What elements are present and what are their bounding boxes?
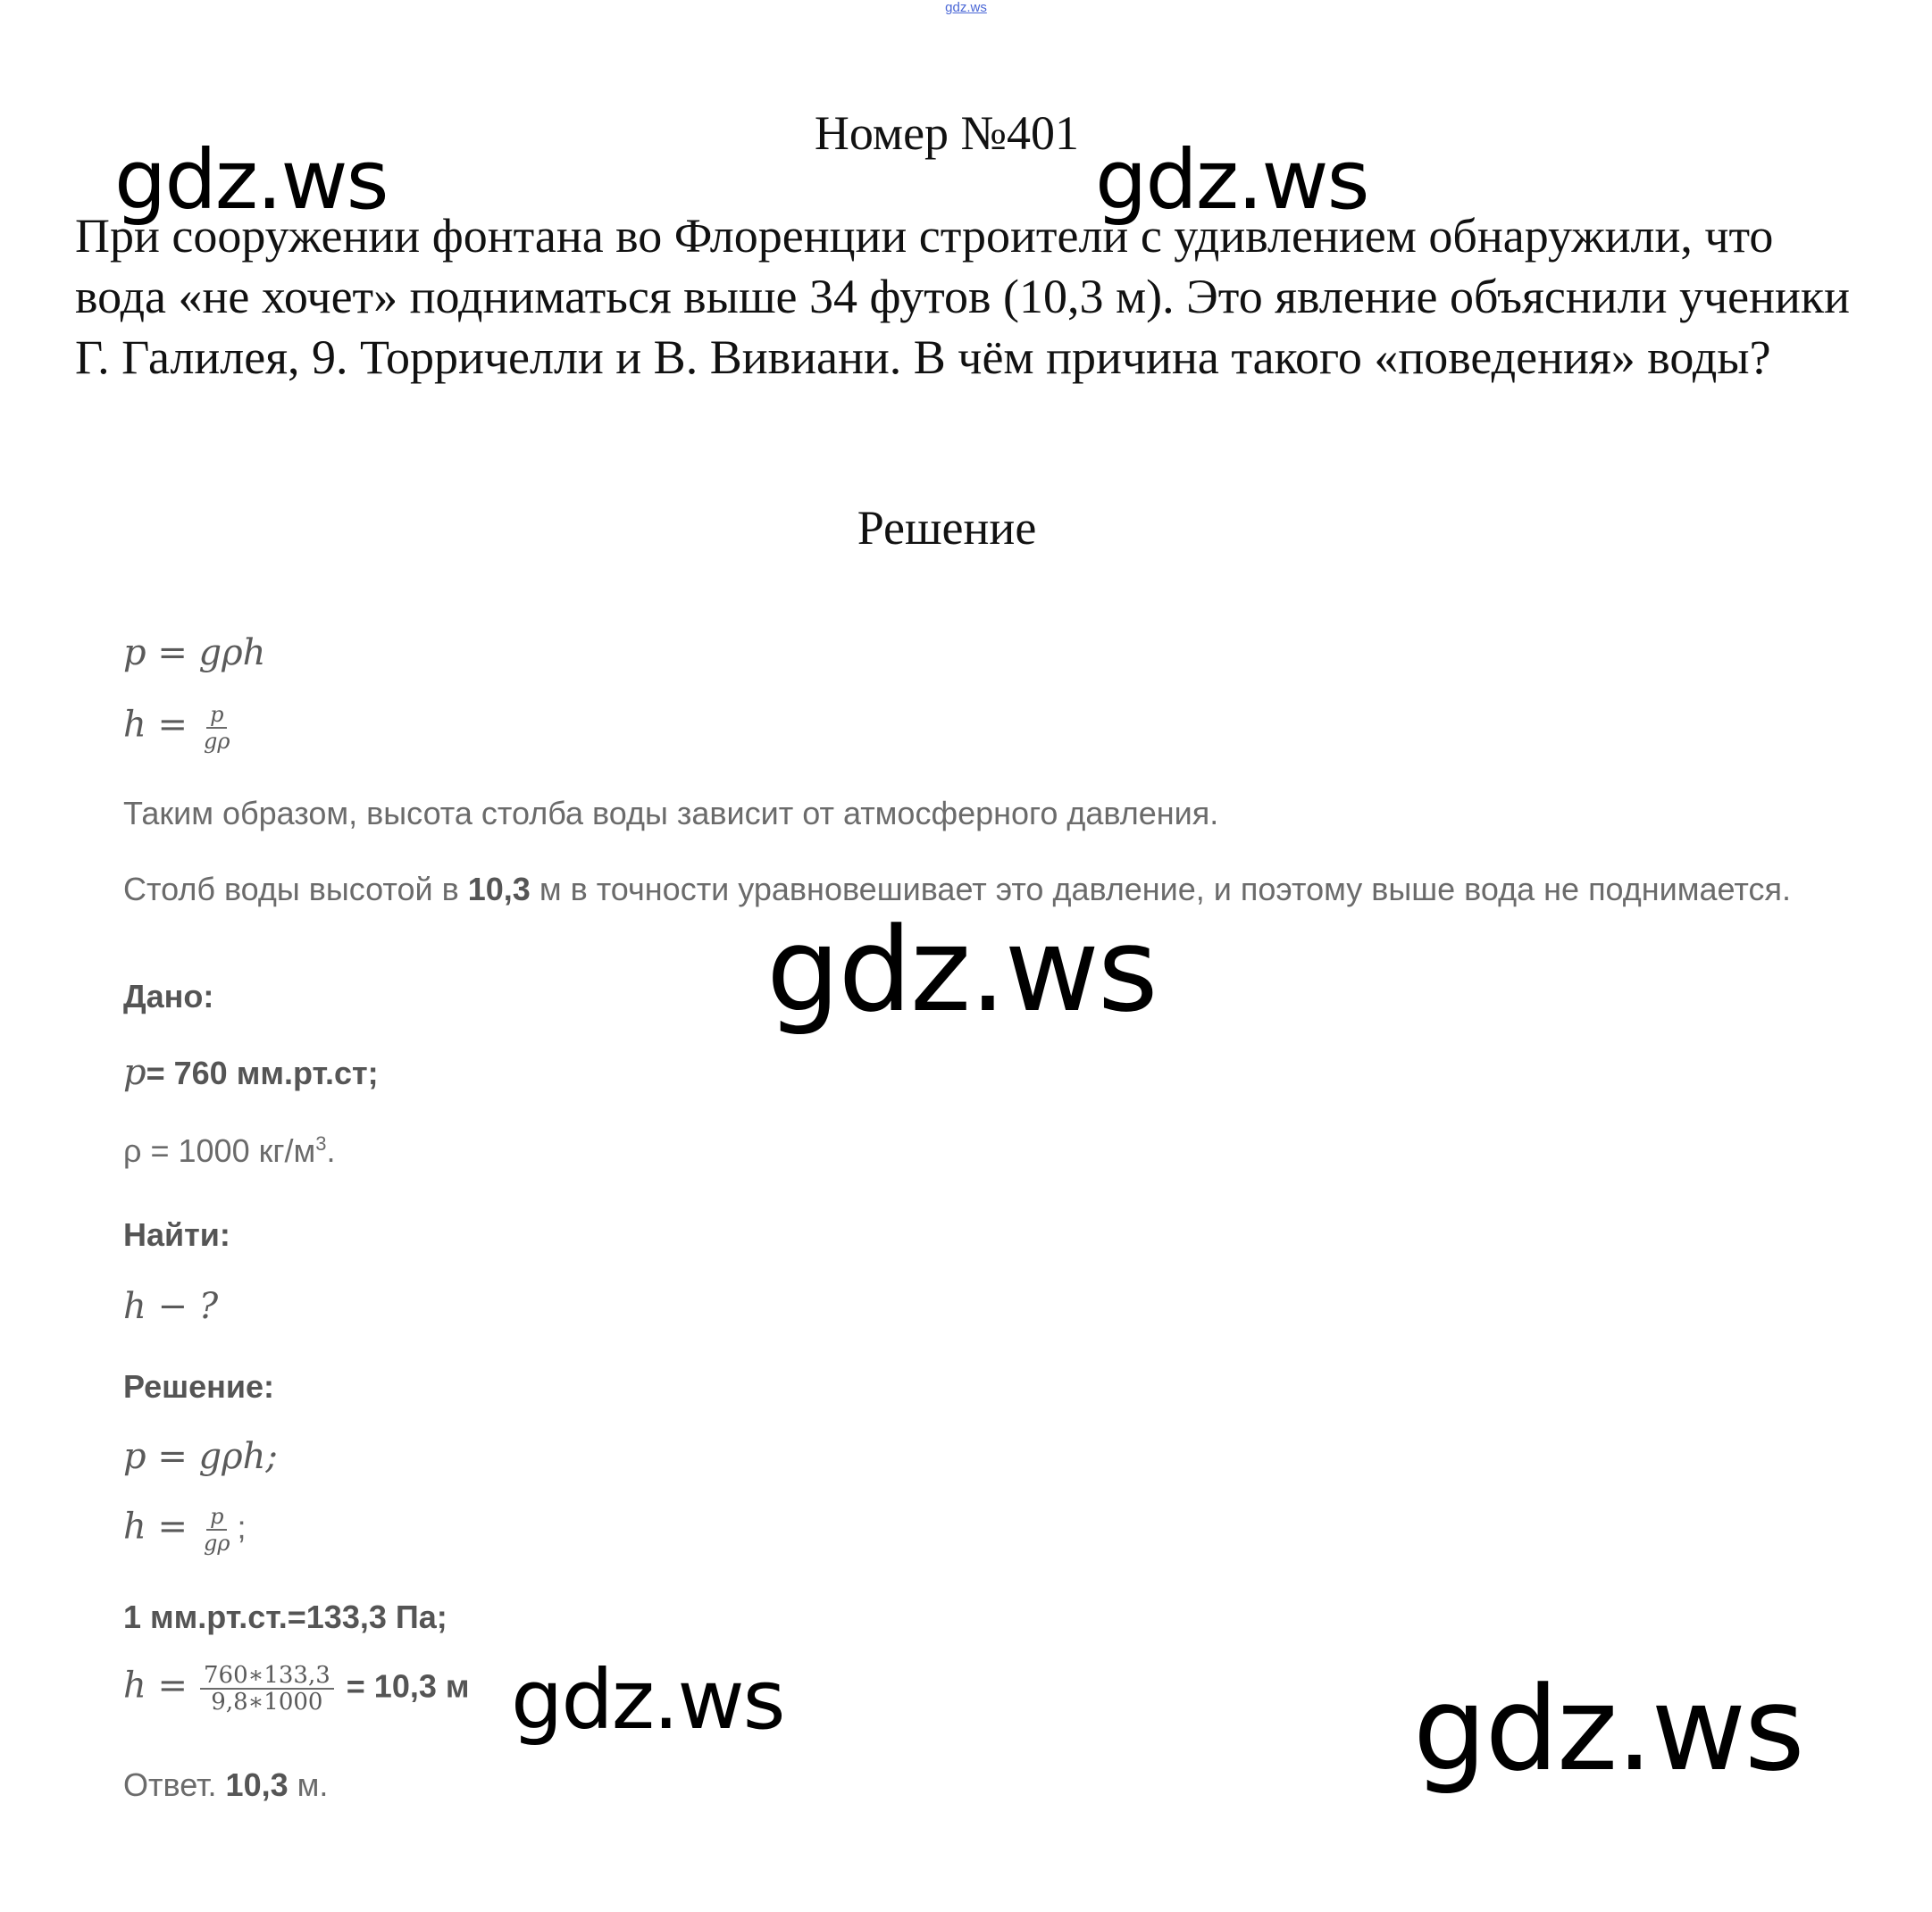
fraction-denominator: 9,8∗1000 [211,1689,323,1716]
formula-height-fraction [200,702,233,754]
step-height-lhs: h = [123,1506,188,1548]
given-density-end: . [326,1132,336,1169]
watermark: gdz.ws [511,1652,784,1748]
given-pressure-var: p [123,1052,146,1093]
watermark: gdz.ws [766,902,1157,1038]
answer-label: Ответ. [123,1766,226,1803]
page-title: Номер №401 [814,106,1080,160]
formula-height-lhs: h = [123,704,188,746]
step-height [123,1504,1874,1556]
fraction-numerator: p [206,1504,227,1531]
step-pressure-text: p = gρh; [123,1436,278,1477]
find-height [123,1286,1874,1327]
explanation-line-2-post: м в точности уравновешивает это давление, и поэтому выше вода не поднимается. [530,871,1791,907]
answer-value: 10,3 [225,1766,289,1803]
calculation-fraction [200,1663,334,1715]
watermark: gdz.ws [1413,1661,1803,1797]
solution-heading: Решение [857,501,1037,555]
site-link[interactable]: gdz.ws [945,0,987,15]
answer-unit: м. [288,1766,329,1803]
explanation-line-2-pre: Столб воды высотой в [123,871,468,907]
solution-label: Решение: [123,1368,275,1405]
find-label: Найти: [123,1216,230,1253]
given-density-text: ρ = 1000 кг/м [123,1132,316,1169]
fraction-denominator: gρ [204,1531,230,1556]
fraction-numerator: 760∗133,3 [200,1663,334,1690]
formula-height [123,702,1874,754]
explanation-line-1: Таким образом, высота столба воды зависит от атмосферного давления. [123,795,1219,831]
find-height-text: h − ? [123,1286,219,1327]
given-pressure [123,1052,1874,1093]
given-label: Дано: [123,978,214,1014]
given-pressure-value: = 760 мм.рт.ст; [146,1055,379,1091]
calculation-lhs: h = [123,1665,188,1707]
given-density [123,1132,1874,1170]
step-pressure [123,1436,1874,1477]
calculation-result: = 10,3 м [346,1667,470,1705]
watermark: gdz.ws [1095,132,1368,228]
conversion-line: 1 мм.рт.ст.=133,3 Па; [123,1599,447,1635]
formula-pressure [123,632,1874,673]
fraction-numerator: p [206,702,227,729]
fraction-denominator: gρ [204,729,230,754]
given-density-exponent: 3 [315,1132,327,1155]
step-height-end: ; [237,1508,247,1546]
problem-text: При сооружении фонтана во Флоренции строители с удивлением обнаружили, что вода «не хочет» подниматься выше 34 футов (10,3 м). Это явление объяснили ученики Г. Галилея, 9. Торричелли и В. Вивиани. В чём причина такого «поведения» воды? [75,209,1851,384]
watermark: gdz.ws [114,132,388,228]
step-height-fraction [200,1504,233,1556]
formula-pressure-text: p = gρh [123,632,266,673]
explanation-line-2-value: 10,3 [467,871,531,907]
